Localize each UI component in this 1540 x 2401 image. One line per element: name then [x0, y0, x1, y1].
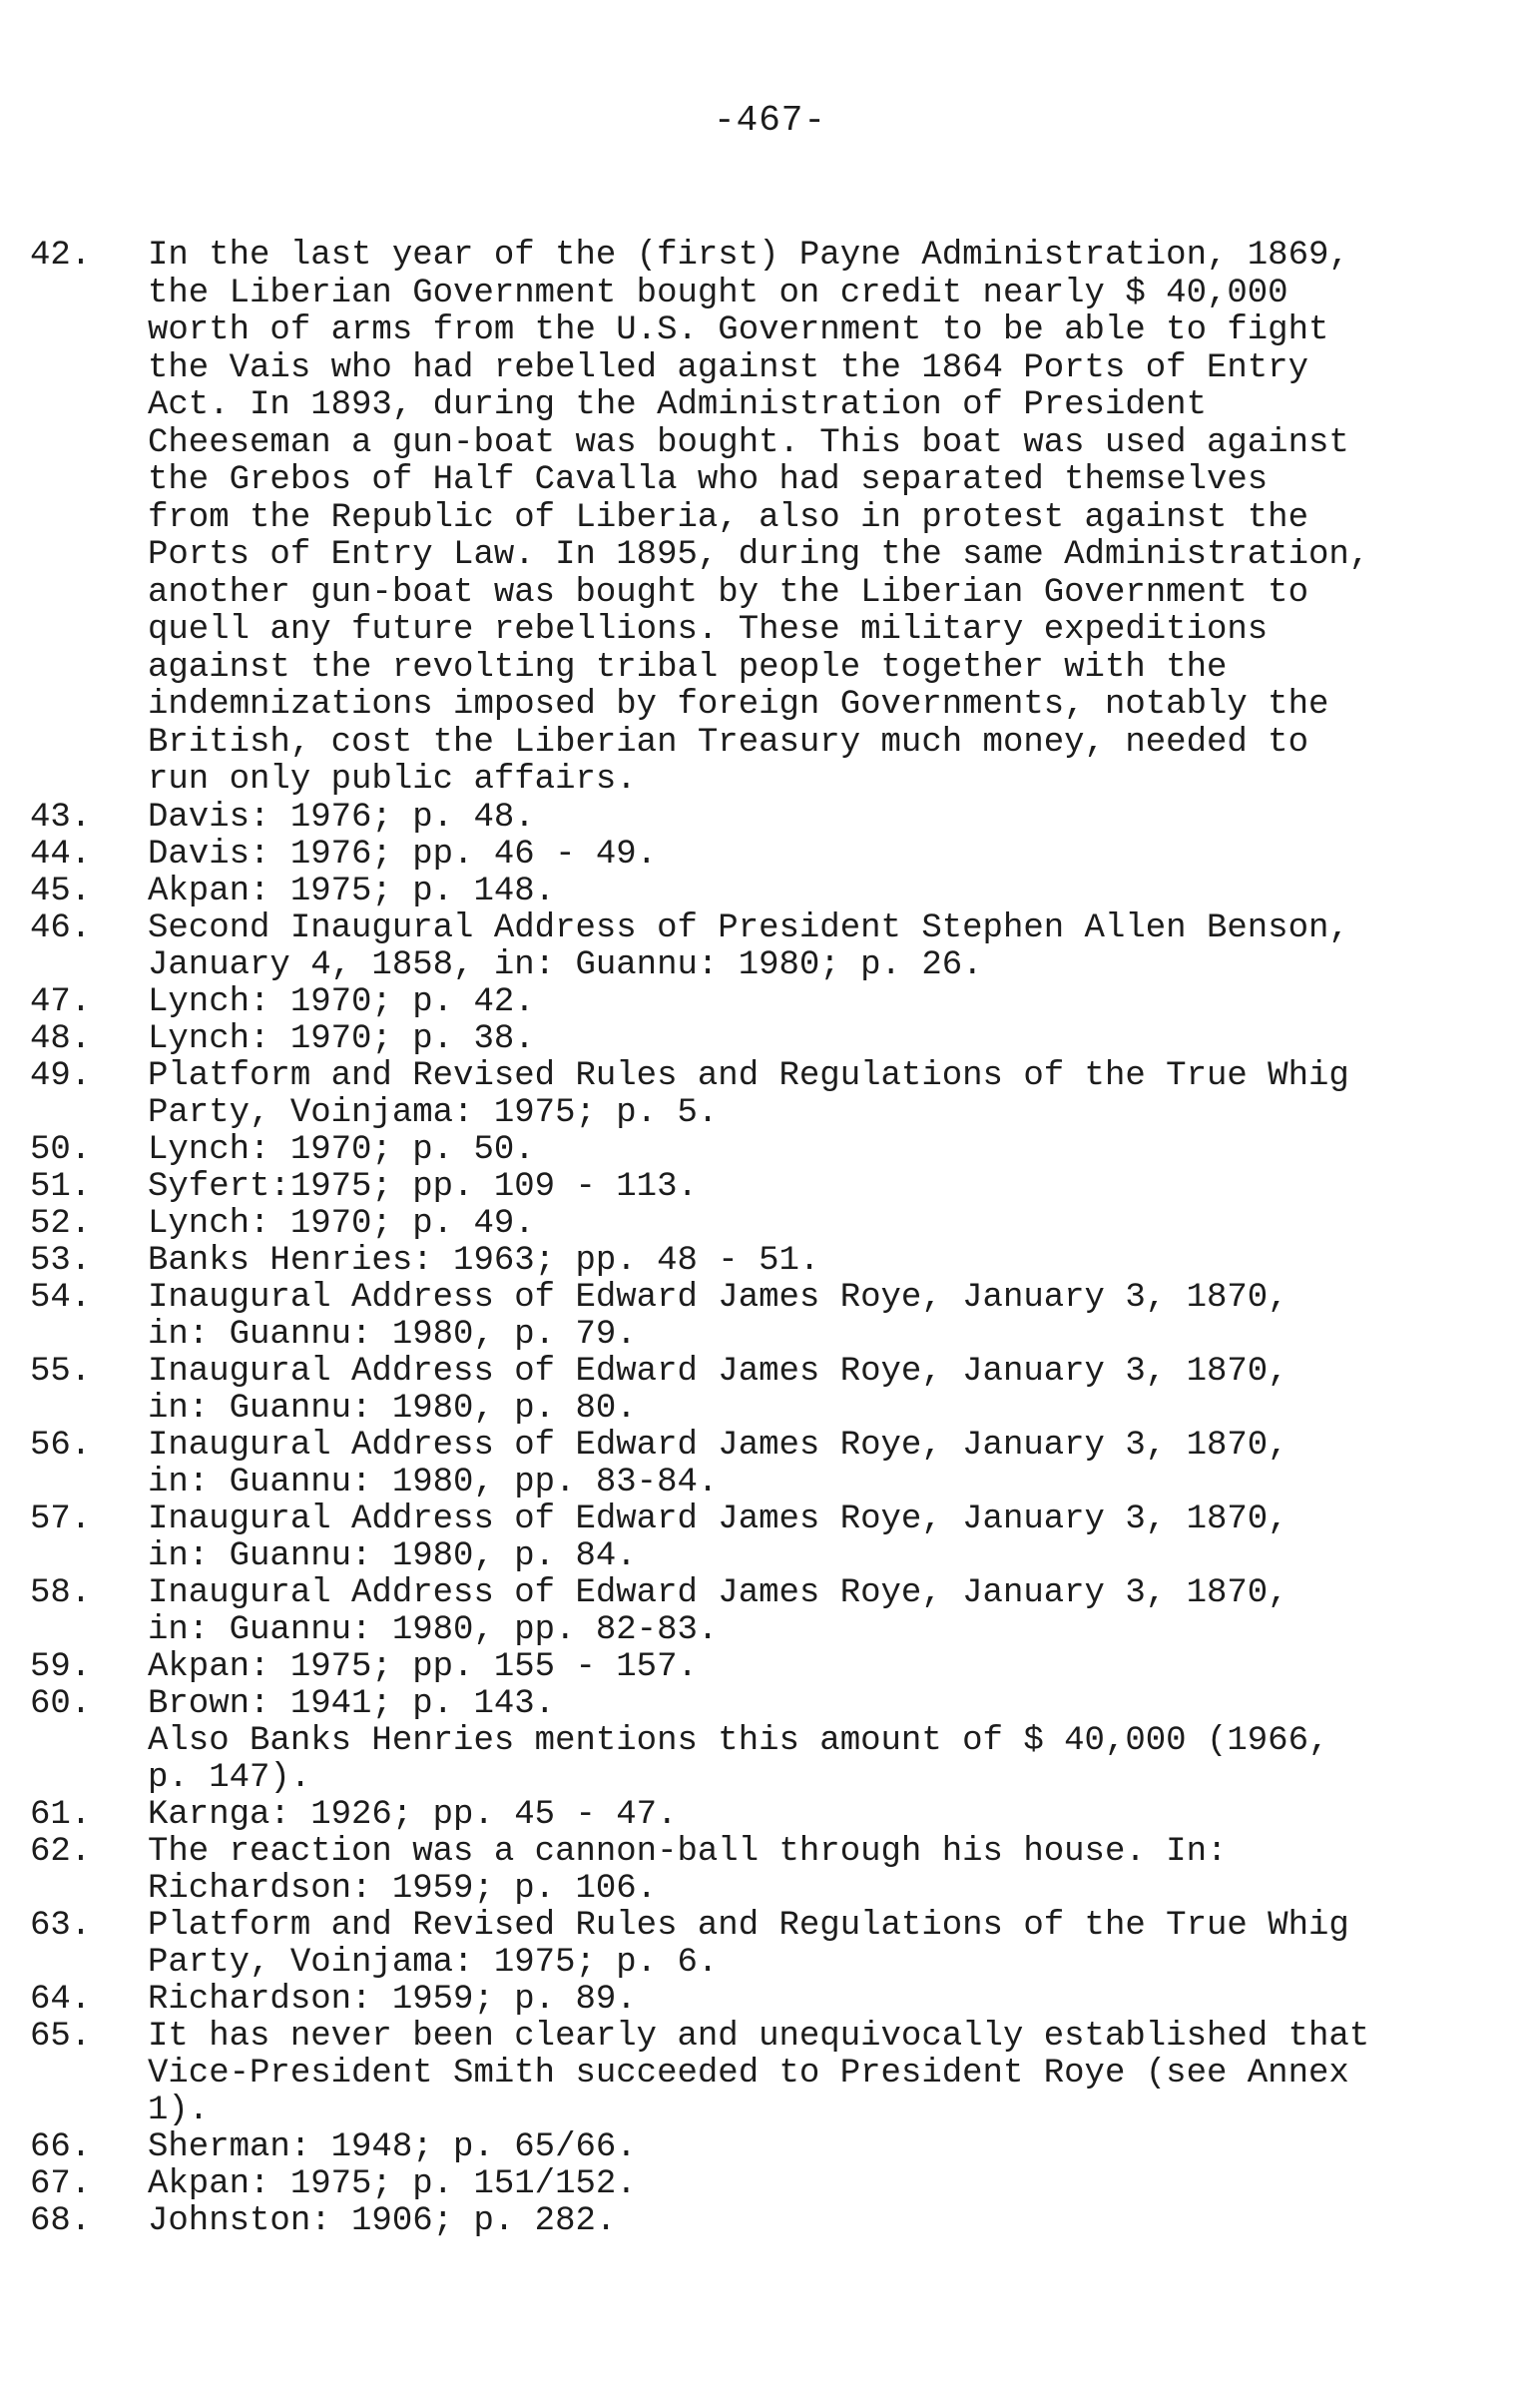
endnote-text-line: January 4, 1858, in: Guannu: 1980; p. 26. — [148, 945, 983, 984]
endnote-item — [30, 1132, 1517, 1169]
endnote-text — [148, 1501, 1517, 1575]
endnote-text — [148, 1649, 1517, 1686]
endnote-number: 65. — [30, 2017, 92, 2056]
endnotes-list — [30, 238, 1517, 2240]
endnote-number: 49. — [30, 1056, 92, 1095]
endnote-text-line: Inaugural Address of Edward James Roye, January 3, 1870, — [148, 1278, 1288, 1317]
endnote-number: 57. — [30, 1500, 92, 1538]
endnote-item — [30, 1575, 1517, 1649]
endnote-text — [148, 2019, 1517, 2129]
endnote-item — [30, 1021, 1517, 1058]
endnote-text — [148, 2129, 1517, 2166]
endnote-item — [30, 1169, 1517, 1206]
endnote-text-line: against the revolting tribal people together with the — [148, 648, 1228, 687]
endnote-text-line: from the Republic of Liberia, also in protest against the — [148, 498, 1308, 537]
endnote-text-line: The reaction was a cannon-ball through his house. In: — [148, 1832, 1228, 1871]
endnote-text-line: Akpan: 1975; p. 151/152. — [148, 2164, 637, 2203]
endnote-text-line: Ports of Entry Law. In 1895, during the same Administration, — [148, 536, 1370, 574]
endnote-item — [30, 1501, 1517, 1575]
endnote-text-line: Akpan: 1975; p. 148. — [148, 872, 556, 910]
endnote-text-line: another gun-boat was bought by the Liberian Government to — [148, 573, 1308, 612]
endnote-item — [30, 1908, 1517, 1982]
endnote-text — [148, 984, 1517, 1021]
endnote-text-line: Davis: 1976; pp. 46 - 49. — [148, 835, 658, 874]
endnote-text — [148, 2166, 1517, 2203]
endnote-number: 63. — [30, 1906, 92, 1945]
endnote-text — [148, 874, 1517, 910]
endnote-text-line: Inaugural Address of Edward James Roye, January 3, 1870, — [148, 1352, 1288, 1391]
endnote-item — [30, 984, 1517, 1021]
endnote-number: 52. — [30, 1204, 92, 1243]
endnote-text-line: Banks Henries: 1963; pp. 48 - 51. — [148, 1241, 820, 1280]
endnote-number: 68. — [30, 2201, 92, 2240]
endnote-text-line: It has never been clearly and unequivocally established that — [148, 2017, 1370, 2056]
endnote-text — [148, 800, 1517, 837]
endnote-text-line: Sherman: 1948; p. 65/66. — [148, 2127, 637, 2166]
endnote-number: 58. — [30, 1573, 92, 1612]
endnote-text — [148, 1169, 1517, 1206]
endnote-text-line: in: Guannu: 1980, pp. 82-83. — [148, 1610, 719, 1649]
endnote-number: 48. — [30, 1019, 92, 1058]
endnote-text-line: Inaugural Address of Edward James Roye, January 3, 1870, — [148, 1426, 1288, 1465]
endnote-item — [30, 800, 1517, 837]
endnote-number: 62. — [30, 1832, 92, 1871]
endnote-number: 54. — [30, 1278, 92, 1317]
endnote-item — [30, 2019, 1517, 2129]
endnote-text-line: Lynch: 1970; p. 38. — [148, 1019, 535, 1058]
endnote-item — [30, 837, 1517, 874]
endnote-number: 53. — [30, 1241, 92, 1280]
endnote-text — [148, 1428, 1517, 1501]
endnote-item — [30, 1649, 1517, 1686]
endnote-text-line: Johnston: 1906; p. 282. — [148, 2201, 617, 2240]
endnote-item — [30, 1982, 1517, 2019]
endnote-text-line: the Grebos of Half Cavalla who had separated themselves — [148, 461, 1269, 499]
endnote-text — [148, 1908, 1517, 1982]
endnote-text-line: in: Guannu: 1980, pp. 83-84. — [148, 1463, 719, 1501]
endnote-text-line: Karnga: 1926; pp. 45 - 47. — [148, 1795, 678, 1834]
endnote-text-line: in: Guannu: 1980, p. 84. — [148, 1536, 637, 1575]
endnote-text-line: Party, Voinjama: 1975; p. 6. — [148, 1943, 719, 1982]
endnote-text-line: Akpan: 1975; pp. 155 - 157. — [148, 1647, 698, 1686]
endnote-number: 55. — [30, 1352, 92, 1391]
endnote-text-line: Davis: 1976; p. 48. — [148, 798, 535, 837]
endnote-text-line: the Liberian Government bought on credit nearly $ 40,000 — [148, 274, 1288, 312]
endnote-text-line: indemnizations imposed by foreign Governments, notably the — [148, 686, 1329, 724]
endnote-item — [30, 1834, 1517, 1908]
endnote-number: 43. — [30, 798, 92, 837]
endnote-text — [148, 1982, 1517, 2019]
endnote-text-line: quell any future rebellions. These military expeditions — [148, 611, 1269, 649]
endnote-text — [148, 1058, 1517, 1132]
endnote-text — [148, 1021, 1517, 1058]
endnote-item — [30, 1686, 1517, 1797]
endnote-number: 45. — [30, 872, 92, 910]
endnote-text — [148, 238, 1517, 800]
endnote-text-line: Syfert:1975; pp. 109 - 113. — [148, 1167, 698, 1206]
endnote-text — [148, 1575, 1517, 1649]
endnote-number: 56. — [30, 1426, 92, 1465]
endnote-number: 46. — [30, 908, 92, 947]
endnote-text-line: Vice-President Smith succeeded to President Roye (see Annex — [148, 2054, 1349, 2093]
endnote-number: 59. — [30, 1647, 92, 1686]
endnote-item — [30, 2166, 1517, 2203]
endnote-number: 64. — [30, 1980, 92, 2019]
endnote-text-line: Act. In 1893, during the Administration of President — [148, 386, 1207, 424]
endnote-text-line: Also Banks Henries mentions this amount of $ 40,000 (1966, — [148, 1721, 1329, 1760]
endnote-text — [148, 837, 1517, 874]
endnote-item — [30, 1797, 1517, 1834]
endnote-item — [30, 2129, 1517, 2166]
endnote-number: 66. — [30, 2127, 92, 2166]
page-number: -467- — [713, 100, 827, 141]
endnote-item — [30, 2203, 1517, 2240]
endnote-text-line: Platform and Revised Rules and Regulations of the True Whig — [148, 1906, 1349, 1945]
endnote-text — [148, 1280, 1517, 1354]
endnote-item — [30, 1206, 1517, 1243]
endnote-text-line: Brown: 1941; p. 143. — [148, 1684, 556, 1723]
endnote-text-line: worth of arms from the U.S. Government to be able to fight — [148, 311, 1329, 349]
endnote-text-line: Platform and Revised Rules and Regulations of the True Whig — [148, 1056, 1349, 1095]
endnote-text-line: p. 147). — [148, 1758, 311, 1797]
endnote-text-line: the Vais who had rebelled against the 1864 Ports of Entry — [148, 348, 1308, 387]
endnote-text — [148, 1797, 1517, 1834]
endnote-text-line: Lynch: 1970; p. 50. — [148, 1130, 535, 1169]
endnote-number: 60. — [30, 1684, 92, 1723]
endnote-item — [30, 1428, 1517, 1501]
endnote-item — [30, 910, 1517, 984]
endnote-text-line: In the last year of the (first) Payne Administration, 1869, — [148, 237, 1349, 275]
endnote-text — [148, 2203, 1517, 2240]
endnote-text-line: Party, Voinjama: 1975; p. 5. — [148, 1093, 719, 1132]
endnote-number: 67. — [30, 2164, 92, 2203]
endnote-text-line: Inaugural Address of Edward James Roye, January 3, 1870, — [148, 1573, 1288, 1612]
endnote-item — [30, 1354, 1517, 1428]
endnote-text-line: Richardson: 1959; p. 106. — [148, 1869, 658, 1908]
endnote-text-line: Inaugural Address of Edward James Roye, January 3, 1870, — [148, 1500, 1288, 1538]
endnote-item — [30, 1058, 1517, 1132]
endnote-text — [148, 1354, 1517, 1428]
endnote-text — [148, 1686, 1517, 1797]
endnote-text-line: Second Inaugural Address of President Stephen Allen Benson, — [148, 908, 1349, 947]
endnote-item — [30, 874, 1517, 910]
endnote-number: 51. — [30, 1167, 92, 1206]
endnote-text-line: in: Guannu: 1980, p. 79. — [148, 1315, 637, 1354]
endnote-text — [148, 1243, 1517, 1280]
endnote-text-line: British, cost the Liberian Treasury much money, needed to — [148, 723, 1308, 762]
endnote-number: 61. — [30, 1795, 92, 1834]
endnote-text-line: in: Guannu: 1980, p. 80. — [148, 1389, 637, 1428]
endnote-item — [30, 238, 1517, 800]
endnote-number: 44. — [30, 835, 92, 874]
endnote-item — [30, 1280, 1517, 1354]
endnote-text — [148, 1834, 1517, 1908]
endnote-number: 47. — [30, 982, 92, 1021]
endnote-text-line: Lynch: 1970; p. 42. — [148, 982, 535, 1021]
endnote-number: 50. — [30, 1130, 92, 1169]
endnote-text-line: Lynch: 1970; p. 49. — [148, 1204, 535, 1243]
endnote-item — [30, 1243, 1517, 1280]
endnote-text — [148, 910, 1517, 984]
endnote-text-line: 1). — [148, 2091, 210, 2129]
endnote-text — [148, 1132, 1517, 1169]
endnote-text-line: Richardson: 1959; p. 89. — [148, 1980, 637, 2019]
endnote-number: 42. — [30, 237, 92, 275]
endnote-text — [148, 1206, 1517, 1243]
endnote-text-line: Cheeseman a gun-boat was bought. This boat was used against — [148, 423, 1349, 462]
endnote-text-line: run only public affairs. — [148, 761, 637, 799]
